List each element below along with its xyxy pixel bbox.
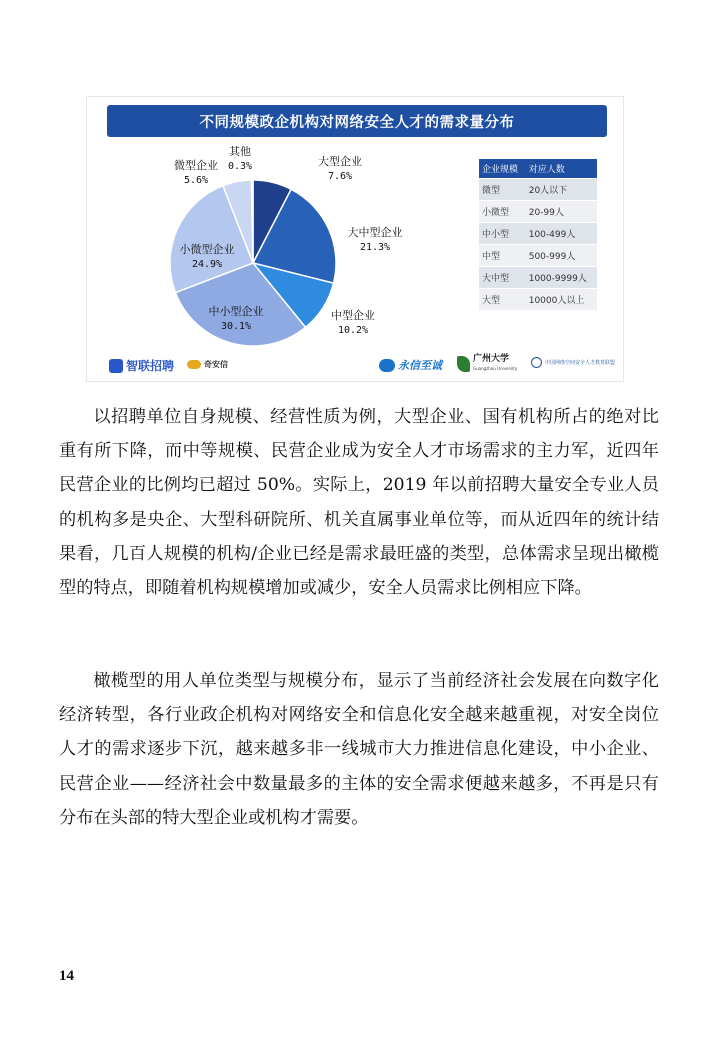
slice-label-value: 21.3% — [359, 242, 391, 253]
body-paragraph-1: 以招聘单位自身规模、经营性质为例，大型企业、国有机构所占的绝对比重有所下降，而中等规模、民营企业成为安全人才市场需求的主力军，近四年民营企业的比例均已超过 50%。实际上，2019 年以前招聘大量安全专业人员的机构多是央企、大型科研院所、机关直属事业单位等，而从近四年的统计结果看，几百人规模的机构/企业已经是需求最旺盛的类型，总体需求呈现出橄榄型的特点，即随着机构规模增加或减少，安全人员需求比例相应下降。 — [59, 407, 659, 599]
qianxin-logo-icon — [187, 360, 201, 369]
yongxin-logo — [379, 357, 442, 373]
slice-label-value: 10.2% — [337, 325, 369, 336]
table-row — [479, 223, 597, 245]
isc-logo-icon — [531, 357, 542, 368]
zhilian-logo-text: 智联招聘 — [126, 359, 175, 373]
table-cell-count: 100-499人 — [526, 223, 597, 245]
table-header-count: 对应人数 — [526, 159, 597, 179]
qianxin-logo-text: 奇安信 — [204, 360, 228, 369]
table-row — [479, 289, 597, 311]
yongxin-logo-text: 永信至诚 — [398, 359, 442, 372]
table-cell-size: 小微型 — [479, 201, 526, 223]
slice-label-name: 中小型企业 — [208, 305, 264, 318]
table-row — [479, 267, 597, 289]
qianxin-logo — [187, 359, 228, 370]
slice-label-value: 7.6% — [327, 171, 353, 182]
slice-label-value: 0.3% — [227, 161, 253, 172]
table-cell-size: 中小型 — [479, 223, 526, 245]
table-header-size: 企业规模 — [479, 159, 526, 179]
table-cell-count: 1000-9999人 — [526, 267, 597, 289]
isc-logo-text: 中国网络空间安全人才教育联盟 — [545, 360, 616, 366]
slice-label-name: 中型企业 — [331, 309, 375, 322]
company-size-table — [479, 159, 597, 310]
chart-title: 不同规模政企机构对网络安全人才的需求量分布 — [107, 105, 607, 137]
slice-label-value: 30.1% — [220, 321, 252, 332]
chart-figure — [86, 96, 624, 382]
slice-label-name: 其他 — [229, 145, 251, 158]
zhilian-logo-icon — [109, 359, 123, 373]
slice-label-value: 24.9% — [191, 259, 223, 270]
table-row — [479, 201, 597, 223]
zhilian-logo — [109, 357, 174, 374]
gzhu-logo-icon — [457, 356, 470, 372]
slice-label-name: 微型企业 — [174, 159, 218, 172]
table-cell-count: 500-999人 — [526, 245, 597, 267]
sponsor-logos — [87, 353, 623, 379]
table-row — [479, 245, 597, 267]
table-header-row — [479, 159, 597, 179]
gzhu-logo-text-en: Guangzhou University — [473, 366, 518, 371]
gzhu-logo — [457, 355, 517, 373]
table-cell-count: 20-99人 — [526, 201, 597, 223]
table-cell-size: 中型 — [479, 245, 526, 267]
table-cell-size: 大中型 — [479, 267, 526, 289]
yongxin-logo-icon — [379, 359, 395, 372]
body-paragraph-2: 橄榄型的用人单位类型与规模分布，显示了当前经济社会发展在向数字化经济转型，各行业政企机构对网络安全和信息化安全越来越重视，对安全岗位人才的需求逐步下沉，越来越多非一线城市大力推进信息化建设，中小企业、民营企业——经济社会中数量最多的主体的安全需求便越来越多，不再是只有分布在头部的特大型企业或机构才需要。 — [59, 671, 659, 828]
slice-label-name: 大型企业 — [318, 155, 362, 168]
slice-label-name: 大中型企业 — [347, 226, 403, 239]
table-cell-size: 微型 — [479, 179, 526, 201]
table-cell-count: 20人以下 — [526, 179, 597, 201]
table-row — [479, 179, 597, 201]
slice-label-value: 5.6% — [183, 175, 209, 186]
table-cell-count: 10000人以上 — [526, 289, 597, 311]
gzhu-logo-text-cn: 广州大学 — [473, 354, 510, 364]
slice-label-name: 小微型企业 — [179, 243, 235, 256]
isc-logo — [531, 357, 615, 368]
table-cell-size: 大型 — [479, 289, 526, 311]
page-number: 14 — [59, 968, 74, 984]
